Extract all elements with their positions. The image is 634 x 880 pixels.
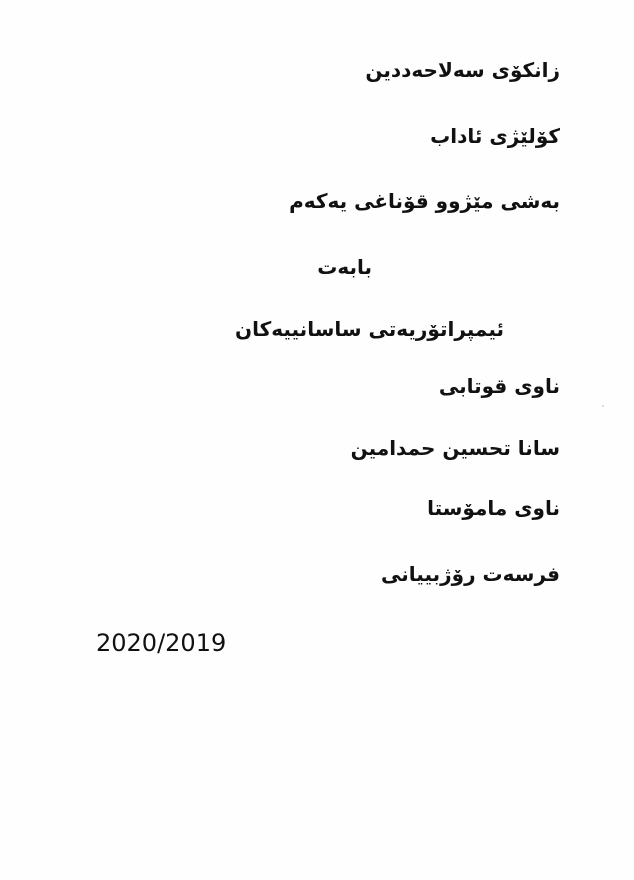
subject-label: بابەت: [317, 255, 372, 279]
teacher-name: فرسەت رۆژبییانی: [381, 562, 560, 586]
subject-title: ئیمپراتۆریەتی ساسانییەکان: [235, 317, 504, 341]
university-name: زانکۆی سەلاحەددین: [365, 58, 560, 82]
scan-speck: [602, 405, 604, 407]
teacher-label: ناوی مامۆستا: [427, 496, 560, 520]
college-name: کۆلێژی ئاداب: [430, 124, 560, 148]
student-name: سانا تحسين حمدامين: [350, 436, 560, 460]
student-label: ناوی قوتابی: [438, 374, 560, 398]
academic-year: 2020/2019: [96, 629, 227, 657]
department-and-stage: بەشی مێژوو قۆناغی یەکەم: [289, 189, 560, 213]
